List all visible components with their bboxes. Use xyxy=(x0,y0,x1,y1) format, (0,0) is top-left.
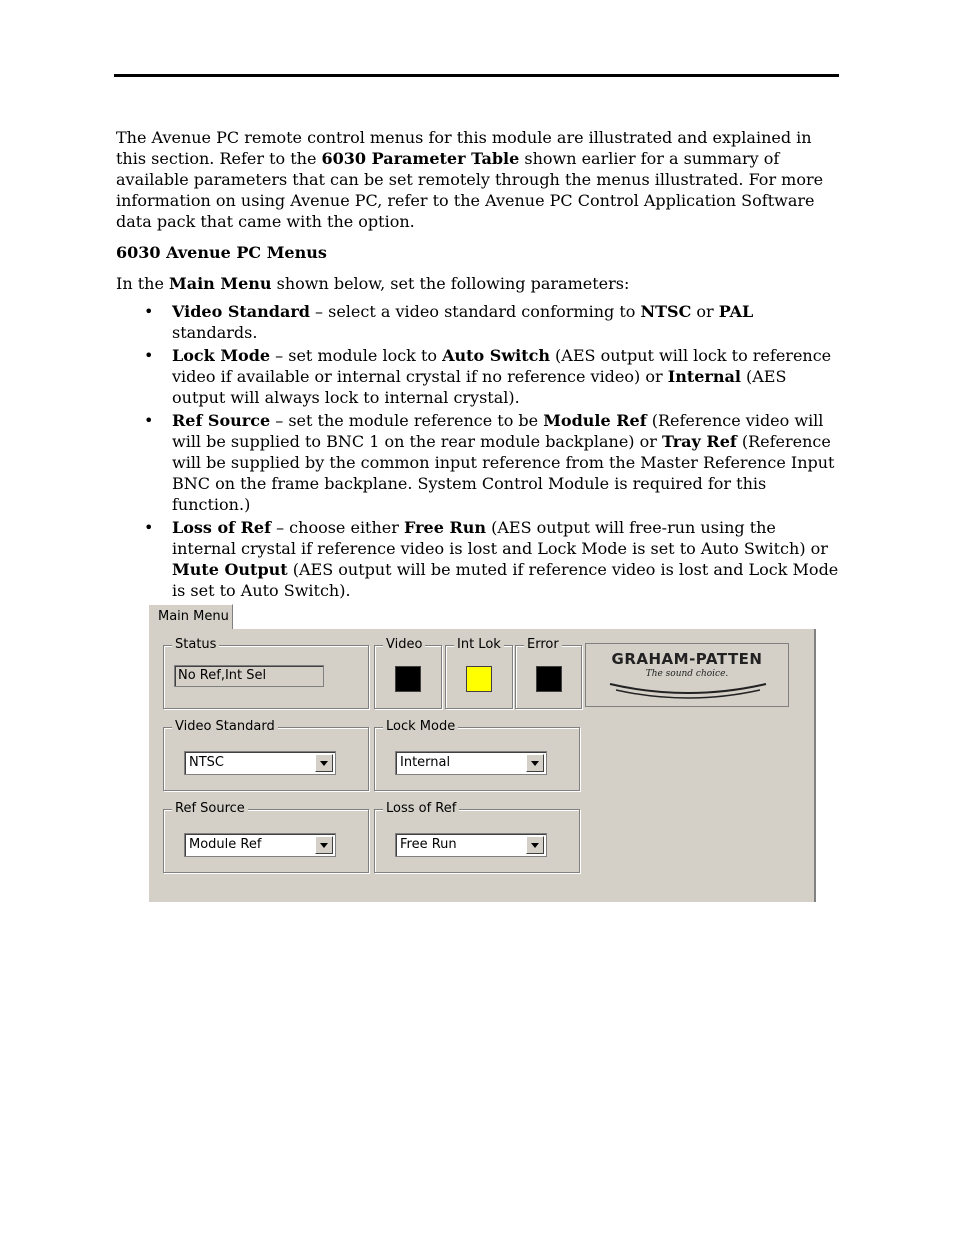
intlok-label: Int Lok xyxy=(454,637,504,653)
intro-text-1: The Avenue PC remote control menus for this module are illustrated and explained in this section. Refer to the xyxy=(116,128,812,168)
bullet-icon: • xyxy=(144,411,154,430)
status-group xyxy=(163,637,369,709)
list-item xyxy=(116,517,841,601)
video-standard-label: Video Standard xyxy=(172,719,278,735)
ref-source-group xyxy=(163,801,369,873)
lead-text-1: In the xyxy=(116,274,169,293)
ref-source-select[interactable] xyxy=(184,833,336,857)
item-option: PAL xyxy=(718,302,754,321)
bullet-icon: • xyxy=(144,518,154,537)
item-option: Auto Switch xyxy=(442,346,550,365)
item-option: Internal xyxy=(667,367,741,386)
chevron-down-icon[interactable] xyxy=(315,754,333,772)
video-standard-group xyxy=(163,719,369,791)
video-label: Video xyxy=(383,637,425,653)
list-item xyxy=(116,345,841,408)
item-text: (AES output will free-run using the internal crystal if reference video is lost and Lock Mode is set to Auto Switch) or xyxy=(172,518,828,558)
status-field xyxy=(174,665,324,687)
item-text: (AES output will lock to reference video if available or internal crystal if no reference video) or xyxy=(172,346,832,386)
loss-of-ref-group xyxy=(374,801,580,873)
bullet-icon: • xyxy=(144,346,154,365)
intro-text-2: shown earlier for a summary of available parameters that can be set remotely through the menus illustrated. For more information on using Avenue PC, refer to the Avenue PC Control Application Software data pack that came with the option. xyxy=(116,149,824,231)
main-menu-window xyxy=(148,604,816,902)
lock-mode-value: Internal xyxy=(400,755,451,770)
loss-of-ref-value: Free Run xyxy=(400,837,457,852)
main-menu-panel xyxy=(148,629,816,902)
bullet-icon: • xyxy=(144,302,154,321)
list-item xyxy=(116,410,841,515)
graham-patten-logo xyxy=(585,643,789,707)
list-item xyxy=(116,301,841,343)
logo-swoosh-icon xyxy=(606,680,770,704)
item-text: (Reference video will will be supplied to BNC 1 on the rear module backplane) or xyxy=(172,411,824,451)
item-title: Loss of Ref xyxy=(172,518,271,537)
ref-source-value: Module Ref xyxy=(189,837,262,852)
status-value: No Ref,Int Sel xyxy=(178,668,267,683)
intlok-led xyxy=(466,666,492,692)
video-standard-select[interactable] xyxy=(184,751,336,775)
ref-source-label: Ref Source xyxy=(172,801,248,817)
intro-bold: 6030 Parameter Table xyxy=(321,149,520,168)
item-text: or xyxy=(691,302,719,321)
chevron-down-icon[interactable] xyxy=(526,836,544,854)
item-option: Tray Ref xyxy=(662,432,737,451)
item-text: – set module lock to xyxy=(270,346,443,365)
item-text: – choose either xyxy=(271,518,404,537)
lock-mode-group xyxy=(374,719,580,791)
chevron-down-icon[interactable] xyxy=(526,754,544,772)
parameter-list xyxy=(116,301,841,603)
item-text: (Reference will be supplied by the common input reference from the Master Reference Input BNC on the frame backplane. System Control Module is required for this function.) xyxy=(172,432,835,514)
video-indicator-group xyxy=(374,637,442,709)
item-text: – set the module reference to be xyxy=(270,411,544,430)
lead-text-2: shown below, set the following parameters: xyxy=(271,274,630,293)
intlok-indicator-group xyxy=(445,637,513,709)
item-option: NTSC xyxy=(640,302,692,321)
lock-mode-label: Lock Mode xyxy=(383,719,458,735)
tab-label: Main Menu xyxy=(158,609,229,624)
item-title: Ref Source xyxy=(172,411,271,430)
loss-of-ref-label: Loss of Ref xyxy=(383,801,459,817)
lock-mode-select[interactable] xyxy=(395,751,547,775)
error-label: Error xyxy=(524,637,562,653)
item-title: Lock Mode xyxy=(172,346,271,365)
section-heading: 6030 Avenue PC Menus xyxy=(116,243,327,262)
lead-bold: Main Menu xyxy=(169,274,272,293)
item-title: Video Standard xyxy=(172,302,310,321)
intro-paragraph xyxy=(116,127,841,232)
error-indicator-group xyxy=(515,637,582,709)
header-rule xyxy=(114,74,839,77)
item-text: (AES output will be muted if reference video is lost and Lock Mode is set to Auto Switch). xyxy=(172,560,839,600)
chevron-down-icon[interactable] xyxy=(315,836,333,854)
lead-paragraph xyxy=(116,273,841,294)
item-text: – select a video standard conforming to xyxy=(309,302,641,321)
video-standard-value: NTSC xyxy=(189,755,224,770)
item-text: standards. xyxy=(172,323,258,342)
logo-tagline: The sound choice. xyxy=(645,669,729,679)
video-led xyxy=(395,666,421,692)
status-label: Status xyxy=(172,637,219,653)
item-option: Module Ref xyxy=(543,411,647,430)
item-option: Free Run xyxy=(404,518,486,537)
loss-of-ref-select[interactable] xyxy=(395,833,547,857)
tab-main-menu[interactable] xyxy=(148,604,233,630)
item-text: (AES output will always lock to internal crystal). xyxy=(172,367,787,407)
logo-brand: GRAHAM-PATTEN xyxy=(611,650,763,668)
error-led xyxy=(536,666,562,692)
item-option: Mute Output xyxy=(172,560,288,579)
